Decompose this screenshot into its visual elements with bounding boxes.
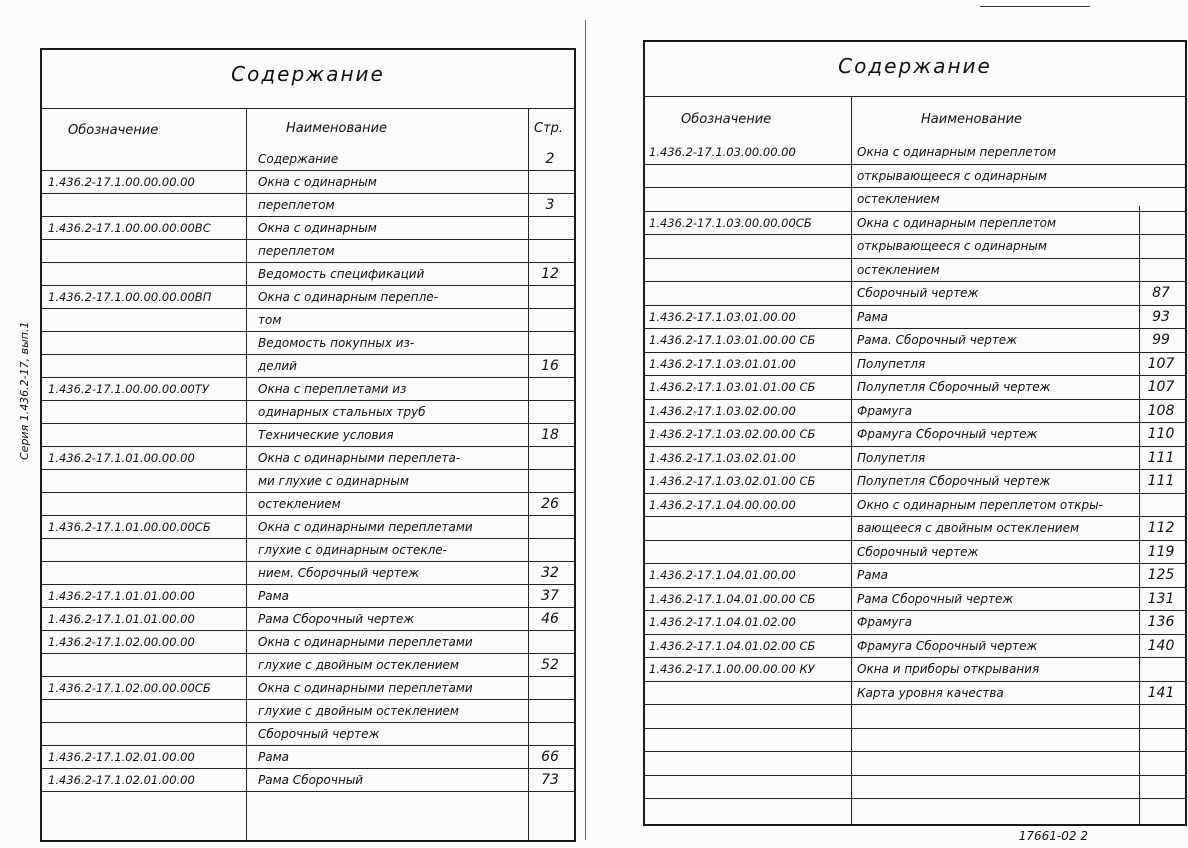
row-name: Окна с одинарным переплетом <box>857 215 1057 230</box>
row-name: Окно с одинарным переплетом откры- <box>857 497 1103 512</box>
row-rule <box>645 446 1185 447</box>
row-code: 1.436.2-17.1.01.01.00.00 <box>48 612 195 626</box>
row-name: Окна с одинарными переплета- <box>258 451 461 465</box>
row-rule <box>42 239 574 240</box>
row-name: глухие с одинарным остекле- <box>258 543 447 557</box>
row-rule <box>645 728 1185 729</box>
row-code: 1.436.2-17.1.00.00.00.00ТУ <box>48 382 209 396</box>
row-name: Окна и приборы открывания <box>857 662 1040 676</box>
row-code: 1.436.2-17.1.00.00.00.00ВП <box>48 290 212 304</box>
row-name: глухие с двойным остеклением <box>258 658 459 672</box>
row-page: 52 <box>541 657 559 673</box>
row-page: 111 <box>1147 449 1175 466</box>
row-name: открывающееся с одинарным <box>857 168 1047 183</box>
row-rule <box>42 676 574 677</box>
row-rule <box>42 423 574 424</box>
row-name: Технические условия <box>258 428 394 442</box>
row-rule <box>645 375 1185 376</box>
row-rule <box>645 751 1185 752</box>
row-code: 1.436.2-17.1.03.00.00.00СБ <box>649 215 812 230</box>
row-name: Окна с одинарными переплетами <box>258 635 473 649</box>
row-code: 1.436.2-17.1.02.00.00.00 <box>48 635 195 649</box>
row-page: 111 <box>1147 473 1175 489</box>
row-code: 1.436.2-17.1.04.01.00.00 СБ <box>649 591 816 606</box>
row-rule <box>645 798 1185 799</box>
row-name: Рама <box>857 309 888 324</box>
row-rule <box>42 446 574 447</box>
row-page: 112 <box>1147 520 1175 536</box>
side-label: Серия 1.436.2-17, вып.1 <box>18 321 31 460</box>
row-code: 1.436.2-17.1.03.02.01.00 СБ <box>649 474 816 488</box>
row-page: 141 <box>1147 684 1175 701</box>
row-rule <box>645 211 1185 212</box>
row-rule <box>645 610 1185 611</box>
row-code: 1.436.2-17.1.04.01.02.00 СБ <box>649 638 816 653</box>
row-name: Сборочный чертеж <box>857 286 979 300</box>
left-header-name: Наименование <box>286 121 388 136</box>
row-rule <box>42 354 574 355</box>
row-page: 73 <box>541 772 559 788</box>
row-name: одинарных стальных труб <box>258 405 426 419</box>
row-page: 107 <box>1147 379 1175 395</box>
row-code: 1.436.2-17.1.03.01.01.00 <box>649 356 796 371</box>
row-code: 1.436.2-17.1.03.00.00.00 <box>649 145 796 159</box>
row-rule <box>645 164 1185 165</box>
row-name: остеклением <box>258 497 341 511</box>
row-name: Окна с одинарным <box>258 221 377 235</box>
row-name: Окна с переплетами из <box>258 382 407 396</box>
row-name: Рама Сборочный чертеж <box>258 612 415 626</box>
row-page: 107 <box>1147 355 1175 372</box>
row-code: 1.436.2-17.1.04.00.00.00 <box>649 497 796 512</box>
row-code: 1.436.2-17.1.04.01.02.00 <box>649 615 796 629</box>
row-rule <box>42 768 574 769</box>
footer-code: 17661-02 2 <box>1018 829 1088 843</box>
row-rule <box>645 704 1185 705</box>
row-name: Ведомость спецификаций <box>258 267 425 281</box>
header-rule <box>645 96 1185 97</box>
row-name: Рама. Сборочный чертеж <box>857 333 1018 347</box>
row-rule <box>42 331 574 332</box>
row-rule <box>42 515 574 516</box>
row-rule <box>42 492 574 493</box>
row-rule <box>42 538 574 539</box>
row-name: делий <box>258 359 297 373</box>
row-page: 66 <box>541 749 559 765</box>
row-page: 108 <box>1147 402 1175 419</box>
row-rule <box>645 422 1185 423</box>
row-rule <box>645 657 1185 658</box>
row-rule <box>42 193 574 194</box>
right-title: Содержание <box>838 54 992 78</box>
row-rule <box>645 516 1185 517</box>
row-page: 32 <box>541 565 559 581</box>
row-rule <box>645 234 1185 235</box>
left-table-page <box>40 48 576 842</box>
row-page: 18 <box>541 427 559 443</box>
row-page: 93 <box>1152 308 1170 325</box>
row-name: глухие с двойным остеклением <box>258 704 459 718</box>
scan-mark <box>980 6 1090 7</box>
row-rule <box>42 745 574 746</box>
row-code: 1.436.2-17.1.02.01.00.00 <box>48 750 195 764</box>
row-rule <box>42 308 574 309</box>
row-name: остеклением <box>857 192 940 206</box>
row-code: 1.436.2-17.1.00.00.00.00 КУ <box>649 662 815 676</box>
left-title: Содержание <box>231 62 385 86</box>
row-name: Фрамуга <box>857 403 913 418</box>
row-name: Карта уровня качества <box>857 685 1004 700</box>
row-rule <box>42 630 574 631</box>
right-table-page <box>643 40 1187 826</box>
row-code: 1.436.2-17.1.01.01.00.00 <box>48 589 195 603</box>
row-rule <box>42 584 574 585</box>
row-page: 46 <box>541 611 559 627</box>
row-rule <box>42 469 574 470</box>
row-name: Рама Сборочный чертеж <box>857 591 1014 606</box>
row-name: Окна с одинарными переплетами <box>258 681 473 695</box>
row-rule <box>645 681 1185 682</box>
row-name: Рама <box>258 750 289 764</box>
row-rule <box>645 775 1185 776</box>
row-code: 1.436.2-17.1.00.00.00.00ВС <box>48 221 211 235</box>
row-rule <box>42 722 574 723</box>
row-page: 125 <box>1147 567 1175 583</box>
row-page: 2 <box>545 151 555 167</box>
row-code: 1.436.2-17.1.03.02.01.00 <box>649 450 796 465</box>
row-name: Содержание <box>258 152 339 166</box>
row-page: 37 <box>541 588 559 604</box>
row-page: 119 <box>1147 543 1175 560</box>
row-name: Рама <box>857 568 888 582</box>
row-rule <box>42 607 574 608</box>
column-rule <box>246 108 247 840</box>
row-name: Рама Сборочный <box>258 773 364 787</box>
row-page: 26 <box>541 496 559 512</box>
row-name: Фрамуга Сборочный чертеж <box>857 638 1038 653</box>
row-rule <box>42 653 574 654</box>
row-rule <box>42 285 574 286</box>
row-name: Фрамуга Сборочный чертеж <box>857 427 1038 441</box>
row-page: 136 <box>1147 614 1175 630</box>
row-rule <box>645 469 1185 470</box>
row-name: Полупетля Сборочный чертеж <box>857 380 1051 394</box>
row-rule <box>645 563 1185 564</box>
left-header-page: Стр. <box>534 121 564 136</box>
right-header-name: Наименование <box>921 112 1023 127</box>
row-rule <box>645 305 1185 306</box>
header-rule <box>42 108 574 109</box>
row-name: том <box>258 313 282 327</box>
row-name: Полупетля <box>857 450 926 465</box>
row-rule <box>645 328 1185 329</box>
row-name: Рама <box>258 589 289 603</box>
row-page: 99 <box>1152 332 1170 348</box>
row-code: 1.436.2-17.1.02.00.00.00СБ <box>48 681 211 695</box>
row-name: переплетом <box>258 244 335 258</box>
row-name: переплетом <box>258 198 335 212</box>
row-code: 1.436.2-17.1.02.01.00.00 <box>48 773 195 787</box>
row-name: Полупетля <box>857 356 926 371</box>
row-name: Окна с одинарным перепле- <box>258 290 439 304</box>
row-code: 1.436.2-17.1.00.00.00.00 <box>48 175 195 189</box>
row-rule <box>42 216 574 217</box>
row-rule <box>645 540 1185 541</box>
row-page: 12 <box>541 266 559 282</box>
row-rule <box>42 377 574 378</box>
row-rule <box>645 281 1185 282</box>
row-rule <box>42 791 574 792</box>
page-divider <box>585 20 586 840</box>
row-page: 16 <box>541 358 559 374</box>
row-code: 1.436.2-17.1.01.00.00.00 <box>48 451 195 465</box>
row-name: остеклением <box>857 262 940 277</box>
row-code: 1.436.2-17.1.03.01.00.00 <box>649 309 796 324</box>
row-name: ми глухие с одинарным <box>258 474 409 488</box>
row-rule <box>42 262 574 263</box>
row-rule <box>645 493 1185 494</box>
row-name: Окна с одинарным <box>258 175 377 189</box>
row-page: 87 <box>1152 285 1170 301</box>
row-rule <box>645 258 1185 259</box>
column-rule <box>851 96 852 824</box>
row-name: Фрамуга <box>857 615 913 629</box>
row-name: Ведомость покупных из- <box>258 336 415 350</box>
row-name: Сборочный чертеж <box>258 727 380 741</box>
right-header-code: Обозначение <box>681 112 772 127</box>
row-page: 140 <box>1147 637 1175 654</box>
row-code: 1.436.2-17.1.01.00.00.00СБ <box>48 520 211 534</box>
row-rule <box>645 399 1185 400</box>
row-rule <box>645 352 1185 353</box>
row-name: Окна с одинарными переплетами <box>258 520 473 534</box>
row-code: 1.436.2-17.1.03.01.00.00 СБ <box>649 333 816 347</box>
row-page: 131 <box>1147 590 1175 607</box>
row-name: вающееся с двойным остеклением <box>857 521 1080 535</box>
row-name: открывающееся с одинарным <box>857 239 1047 253</box>
row-page: 110 <box>1147 426 1175 442</box>
row-code: 1.436.2-17.1.04.01.00.00 <box>649 568 796 582</box>
row-name: нием. Сборочный чертеж <box>258 566 420 580</box>
row-rule <box>645 587 1185 588</box>
row-rule <box>645 634 1185 635</box>
row-rule <box>42 400 574 401</box>
row-rule <box>42 561 574 562</box>
row-name: Окна с одинарным переплетом <box>857 145 1057 159</box>
row-name: Полупетля Сборочный чертеж <box>857 474 1051 488</box>
column-rule <box>528 108 529 840</box>
row-rule <box>42 170 574 171</box>
row-code: 1.436.2-17.1.03.02.00.00 СБ <box>649 427 816 441</box>
row-rule <box>42 699 574 700</box>
row-code: 1.436.2-17.1.03.02.00.00 <box>649 403 796 418</box>
left-header-code: Обозначение <box>68 123 159 138</box>
row-name: Сборочный чертеж <box>857 544 979 559</box>
row-page: 3 <box>545 197 555 213</box>
row-code: 1.436.2-17.1.03.01.01.00 СБ <box>649 380 816 394</box>
row-rule <box>645 187 1185 188</box>
